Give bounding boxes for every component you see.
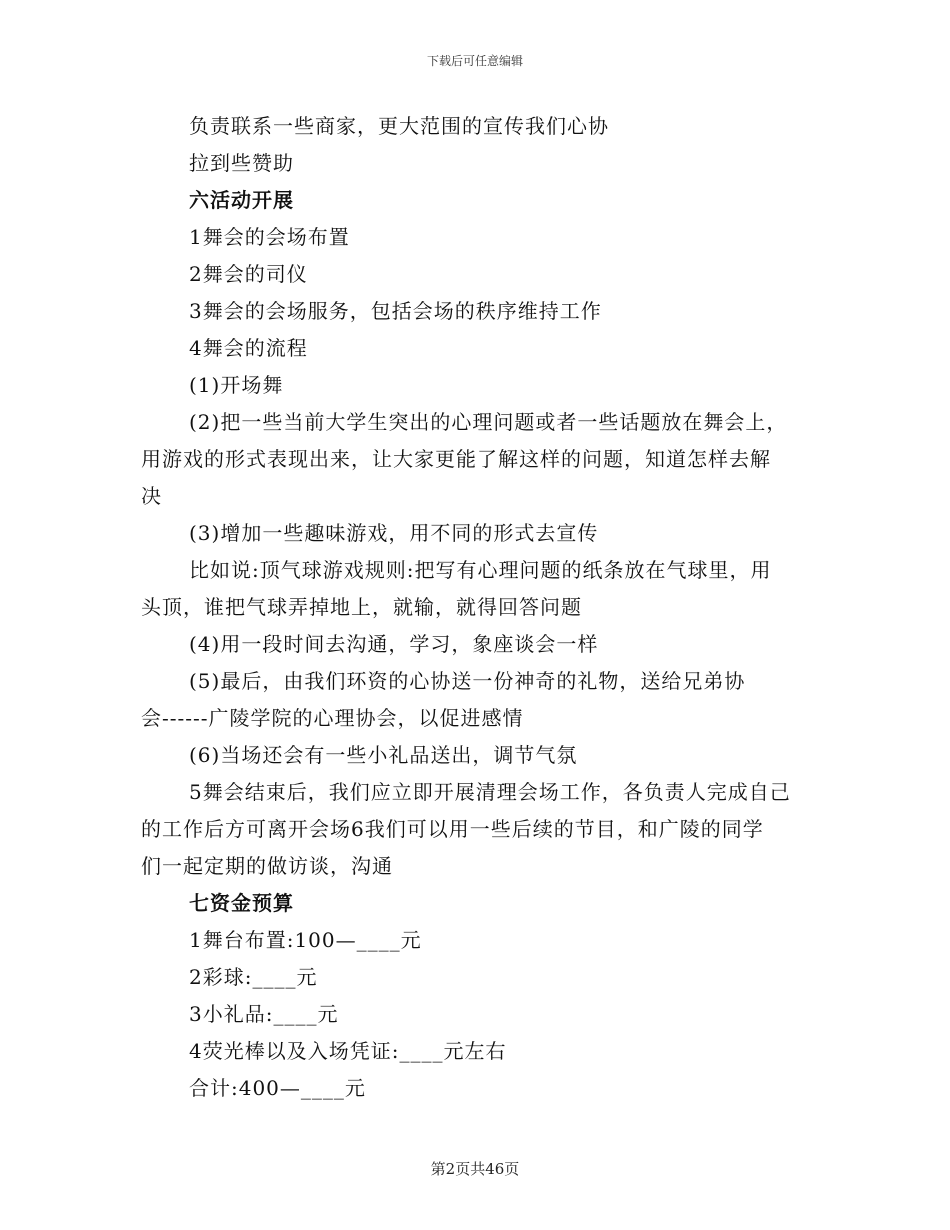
- section-heading: 七资金预算: [189, 891, 294, 915]
- budget-item: 4荧光棒以及入场凭证:____元左右: [189, 1039, 507, 1063]
- text-line: 2舞会的司仪: [189, 262, 308, 286]
- text-line: 负责联系一些商家，更大范围的宣传我们心协: [189, 114, 609, 138]
- text-line: 4舞会的流程: [189, 336, 308, 360]
- budget-item: 3小礼品:____元: [189, 1002, 339, 1026]
- text-line: (1)开场舞: [189, 373, 284, 397]
- text-line: 比如说:顶气球游戏规则:把写有心理问题的纸条放在气球里，用: [189, 558, 772, 582]
- page-header: 下载后可任意编辑: [426, 54, 523, 68]
- text-line: 3舞会的会场服务，包括会场的秩序维持工作: [189, 299, 602, 323]
- text-line: 用游戏的形式表现出来，让大家更能了解这样的问题，知道怎样去解: [141, 447, 771, 471]
- text-line: 头顶，谁把气球弄掉地上，就输，就得回答问题: [141, 595, 582, 619]
- document-body: [141, 108, 813, 1107]
- page-footer: 第2页共46页: [430, 1160, 520, 1178]
- text-line: 决: [141, 484, 162, 508]
- text-line: (5)最后，由我们环资的心协送一份神奇的礼物，送给兄弟协: [189, 669, 746, 693]
- text-line: (4)用一段时间去沟通，学习，象座谈会一样: [189, 632, 599, 656]
- text-line: (6)当场还会有一些小礼品送出，调节气氛: [189, 743, 578, 767]
- section-heading: 六活动开展: [189, 188, 294, 212]
- text-line: 会------广陵学院的心理协会，以促进感情: [141, 706, 524, 730]
- text-line: 的工作后方可离开会场6我们可以用一些后续的节目，和广陵的同学: [141, 817, 764, 841]
- budget-item: 2彩球:____元: [189, 965, 318, 989]
- text-line: (3)增加一些趣味游戏，用不同的形式去宣传: [189, 521, 599, 545]
- text-line: (2)把一些当前大学生突出的心理问题或者一些话题放在舞会上，: [189, 410, 788, 434]
- budget-total: 合计:400—____元: [189, 1076, 366, 1100]
- text-line: 拉到些赞助: [189, 151, 294, 175]
- text-line: 1舞会的会场布置: [189, 225, 350, 249]
- text-line: 们一起定期的做访谈，沟通: [141, 854, 393, 878]
- text-line: 5舞会结束后，我们应立即开展清理会场工作，各负责人完成自己: [189, 780, 791, 804]
- budget-item: 1舞台布置:100—____元: [189, 928, 422, 952]
